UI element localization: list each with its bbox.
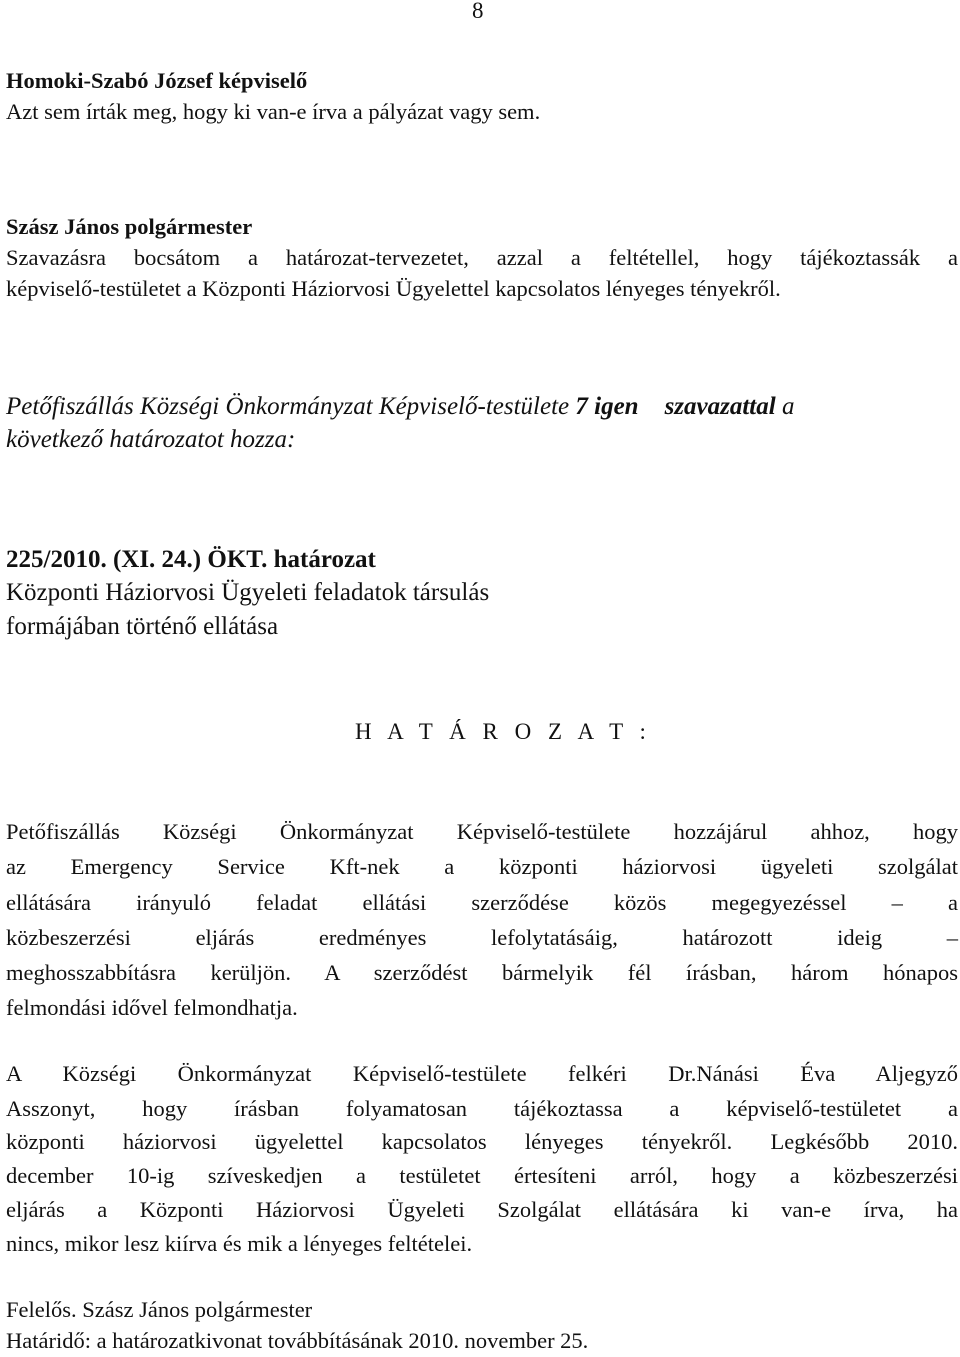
body-paragraph-1-line: Petőfiszállás Községi Önkormányzat Képviselő-testülete hozzájárul ahhoz, hogy bbox=[6, 819, 958, 844]
speaker-name: Szász János polgármester bbox=[6, 214, 253, 239]
body-paragraph-2-line: nincs, mikor lesz kiírva és mik a lényeges feltételei. bbox=[6, 1231, 473, 1256]
body-paragraph-1-line: közbeszerzési eljárás eredményes lefolytatásáig, határozott ideig – bbox=[6, 925, 958, 950]
speaker-text: képviselő-testületet a Központi Háziorvosi Ügyelettel kapcsolatos lényeges tényekről. bbox=[6, 276, 781, 301]
body-paragraph-1-line: meghosszabbításra kerüljön. A szerződést bármelyik fél írásban, három hónapos bbox=[6, 960, 958, 985]
vote-suffix: szavazattal bbox=[664, 393, 776, 420]
responsible-line: Felelős. Szász János polgármester bbox=[6, 1297, 313, 1322]
resolution-number: 225/2010. (XI. 24.) ÖKT. határozat bbox=[6, 546, 376, 573]
speaker-text: Azt sem írták meg, hogy ki van-e írva a pályázat vagy sem. bbox=[6, 99, 541, 124]
vote-statement-line2: következő határozatot hozza: bbox=[6, 426, 296, 453]
body-paragraph-2-line: eljárás a Központi Háziorvosi Ügyeleti Szolgálat ellátására ki van-e írva, ha bbox=[6, 1197, 958, 1222]
vote-count: 7 igen bbox=[575, 393, 639, 420]
body-paragraph-2-line: Asszonyt, hogy írásban folyamatosan tájékoztassa a képviselő-testületet a bbox=[6, 1096, 958, 1121]
body-paragraph-1-line: ellátására irányuló feladat ellátási szerződése közös megegyezéssel – a bbox=[6, 890, 958, 915]
body-paragraph-2-line: A Községi Önkormányzat Képviselő-testülete felkéri Dr.Nánási Éva Aljegyző bbox=[6, 1061, 958, 1086]
vote-statement bbox=[6, 392, 958, 422]
resolution-heading: H A T Á R O Z A T : bbox=[355, 719, 652, 744]
deadline-line: Határidő: a határozatkivonat továbbításának 2010. november 25. bbox=[6, 1328, 589, 1353]
speaker-name: Homoki-Szabó József képviselő bbox=[6, 68, 308, 93]
page-number: 8 bbox=[472, 0, 484, 23]
vote-suffix-end: a bbox=[775, 393, 795, 420]
body-paragraph-2-line: december 10-ig szíveskedjen a testületet értesíteni arról, hogy a közbeszerzési bbox=[6, 1163, 958, 1188]
vote-prefix: Petőfiszállás Községi Önkormányzat Képviselő-testülete bbox=[6, 393, 576, 420]
speaker-text: Szavazásra bocsátom a határozat-tervezetet, azzal a feltétellel, hogy tájékoztassák a bbox=[6, 245, 958, 270]
body-paragraph-2-line: központi háziorvosi ügyelettel kapcsolatos lényeges tényekről. Legkésőbb 2010. bbox=[6, 1129, 958, 1154]
resolution-subject: Központi Háziorvosi Ügyeleti feladatok társulás bbox=[6, 579, 490, 606]
body-paragraph-1-line: felmondási idővel felmondhatja. bbox=[6, 995, 298, 1020]
body-paragraph-1-line: az Emergency Service Kft-nek a központi háziorvosi ügyeleti szolgálat bbox=[6, 854, 958, 879]
resolution-subject: formájában történő ellátása bbox=[6, 613, 279, 640]
